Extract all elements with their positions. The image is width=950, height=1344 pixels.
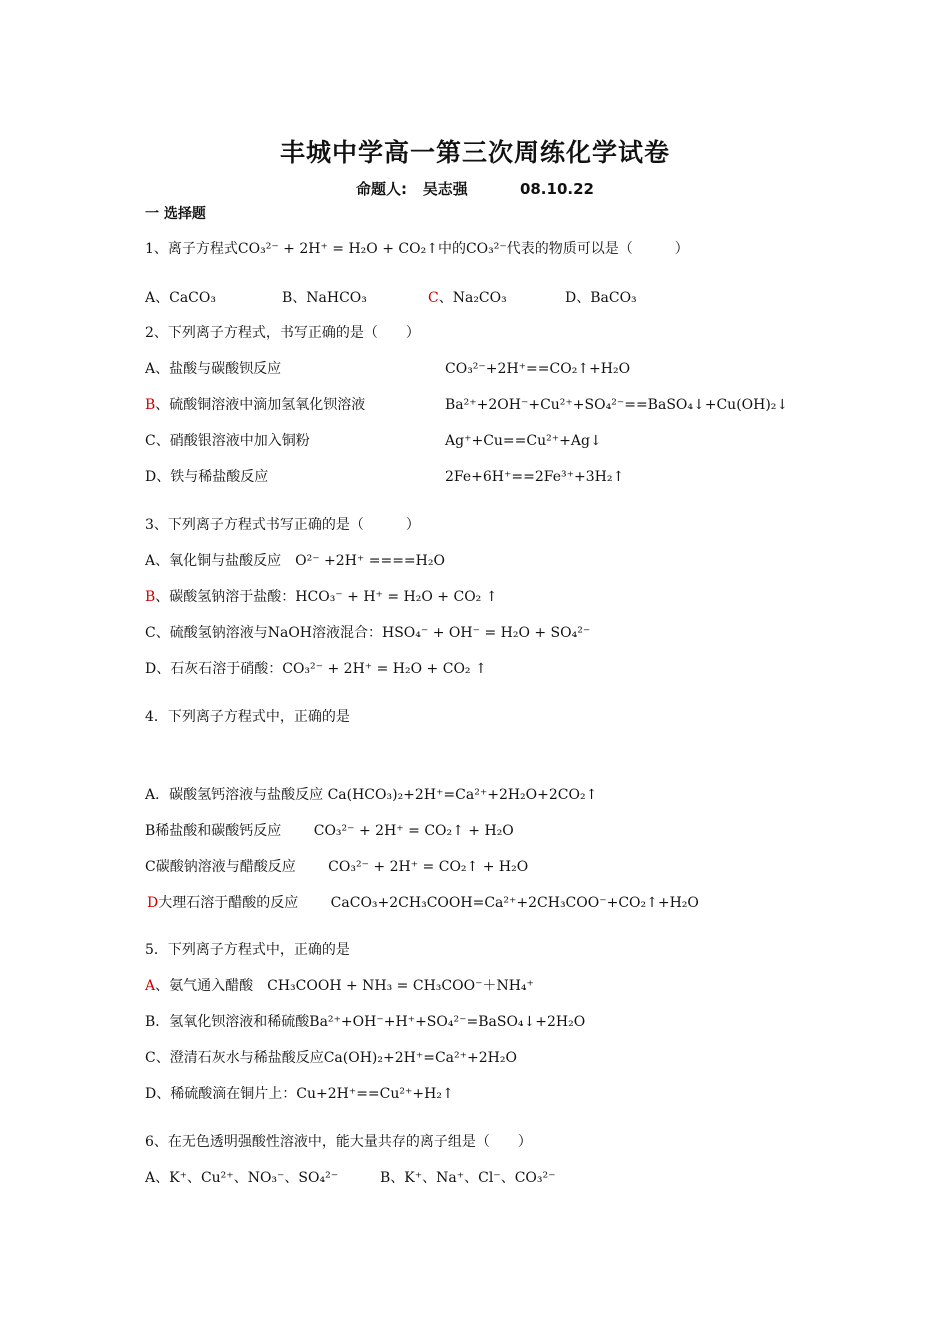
q5-option-b: B．氢氧化钡溶液和稀硫酸Ba²⁺+OH⁻+H⁺+SO₄²⁻=BaSO₄↓+2H₂O bbox=[145, 1014, 586, 1030]
author-name: 吴志强 bbox=[422, 180, 468, 198]
q6-stem: 6、在无色透明强酸性溶液中，能大量共存的离子组是（ ） bbox=[145, 1134, 532, 1150]
q4-option-b: B稀盐酸和碳酸钙反应 CO₃²⁻ + 2H⁺ = CO₂↑ + H₂O bbox=[145, 823, 514, 839]
q5-option-a: A、氨气通入醋酸 CH₃COOH + NH₃ = CH₃COO⁻＋NH₄⁺ bbox=[145, 978, 534, 994]
author-line bbox=[0, 178, 950, 199]
q1-answer-letter: C bbox=[428, 290, 439, 306]
author-label: 命题人: bbox=[356, 180, 408, 198]
section-heading: 一 选择题 bbox=[145, 206, 206, 222]
q3-option-d: D、石灰石溶于硝酸：CO₃²⁻ + 2H⁺ = H₂O + CO₂ ↑ bbox=[145, 661, 487, 677]
exam-date: 08.10.22 bbox=[519, 180, 594, 198]
q5-option-d: D、稀硫酸滴在铜片上：Cu+2H⁺==Cu²⁺+H₂↑ bbox=[145, 1086, 454, 1102]
q4-stem: 4．下列离子方程式中，正确的是 bbox=[145, 709, 350, 725]
q3-option-c: C、硫酸氢钠溶液与NaOH溶液混合：HSO₄⁻ + OH⁻ = H₂O + SO₄²⁻ bbox=[145, 625, 591, 641]
q2-option-a: A、盐酸与碳酸钡反应 bbox=[145, 361, 282, 377]
q6-option-b: B、K⁺、Na⁺、Cl⁻、CO₃²⁻ bbox=[380, 1170, 556, 1186]
q4-option-a: A．碳酸氢钙溶液与盐酸反应 Ca(HCO₃)₂+2H⁺=Ca²⁺+2H₂O+2CO₂↑ bbox=[145, 787, 598, 803]
q1-option-d: D、BaCO₃ bbox=[565, 290, 637, 306]
q1-stem: 1、离子方程式CO₃²⁻ + 2H⁺ = H₂O + CO₂↑中的CO₃²⁻代表的物质可以是（ ） bbox=[145, 241, 689, 257]
q3-stem: 3、下列离子方程式书写正确的是（ ） bbox=[145, 517, 420, 533]
q2-option-b: B、硫酸铜溶液中滴加氢氧化钡溶液 bbox=[145, 397, 366, 413]
q1-option-b: B、NaHCO₃ bbox=[282, 290, 367, 306]
q2-option-d-equation: 2Fe+6H⁺==2Fe³⁺+3H₂↑ bbox=[445, 469, 625, 485]
q2-option-c: C、硝酸银溶液中加入铜粉 bbox=[145, 433, 310, 449]
q2-option-d: D、铁与稀盐酸反应 bbox=[145, 469, 269, 485]
q2-option-a-equation: CO₃²⁻+2H⁺==CO₂↑+H₂O bbox=[445, 361, 631, 377]
q5-option-c: C、澄清石灰水与稀盐酸反应Ca(OH)₂+2H⁺=Ca²⁺+2H₂O bbox=[145, 1050, 517, 1066]
q3-option-b: B、碳酸氢钠溶于盐酸：HCO₃⁻ + H⁺ = H₂O + CO₂ ↑ bbox=[145, 589, 498, 605]
q4-option-d: D大理石溶于醋酸的反应 CaCO₃+2CH₃COOH=Ca²⁺+2CH₃COO⁻+CO₂↑+H₂O bbox=[147, 895, 699, 911]
q2-option-b-equation: Ba²⁺+2OH⁻+Cu²⁺+SO₄²⁻==BaSO₄↓+Cu(OH)₂↓ bbox=[445, 397, 789, 413]
q2-option-c-equation: Ag⁺+Cu==Cu²⁺+Ag↓ bbox=[445, 433, 602, 449]
q4-answer-letter: D bbox=[147, 895, 159, 911]
q1-option-a: A、CaCO₃ bbox=[145, 290, 216, 306]
q2-answer-letter: B bbox=[145, 397, 156, 413]
q1-option-c: C、Na₂CO₃ bbox=[428, 290, 507, 306]
exam-title: 丰城中学高一第三次周练化学试卷 bbox=[279, 138, 670, 167]
q4-option-c: C碳酸钠溶液与醋酸反应 CO₃²⁻ + 2H⁺ = CO₂↑ + H₂O bbox=[145, 859, 529, 875]
q6-option-a: A、K⁺、Cu²⁺、NO₃⁻、SO₄²⁻ bbox=[145, 1170, 339, 1186]
q3-answer-letter: B bbox=[145, 589, 156, 605]
q5-stem: 5．下列离子方程式中，正确的是 bbox=[145, 942, 350, 958]
q5-answer-letter: A bbox=[145, 978, 156, 994]
q2-stem: 2、下列离子方程式，书写正确的是（ ） bbox=[145, 325, 420, 341]
q3-option-a: A、氧化铜与盐酸反应 O²⁻ +2H⁺ ====H₂O bbox=[145, 553, 445, 569]
